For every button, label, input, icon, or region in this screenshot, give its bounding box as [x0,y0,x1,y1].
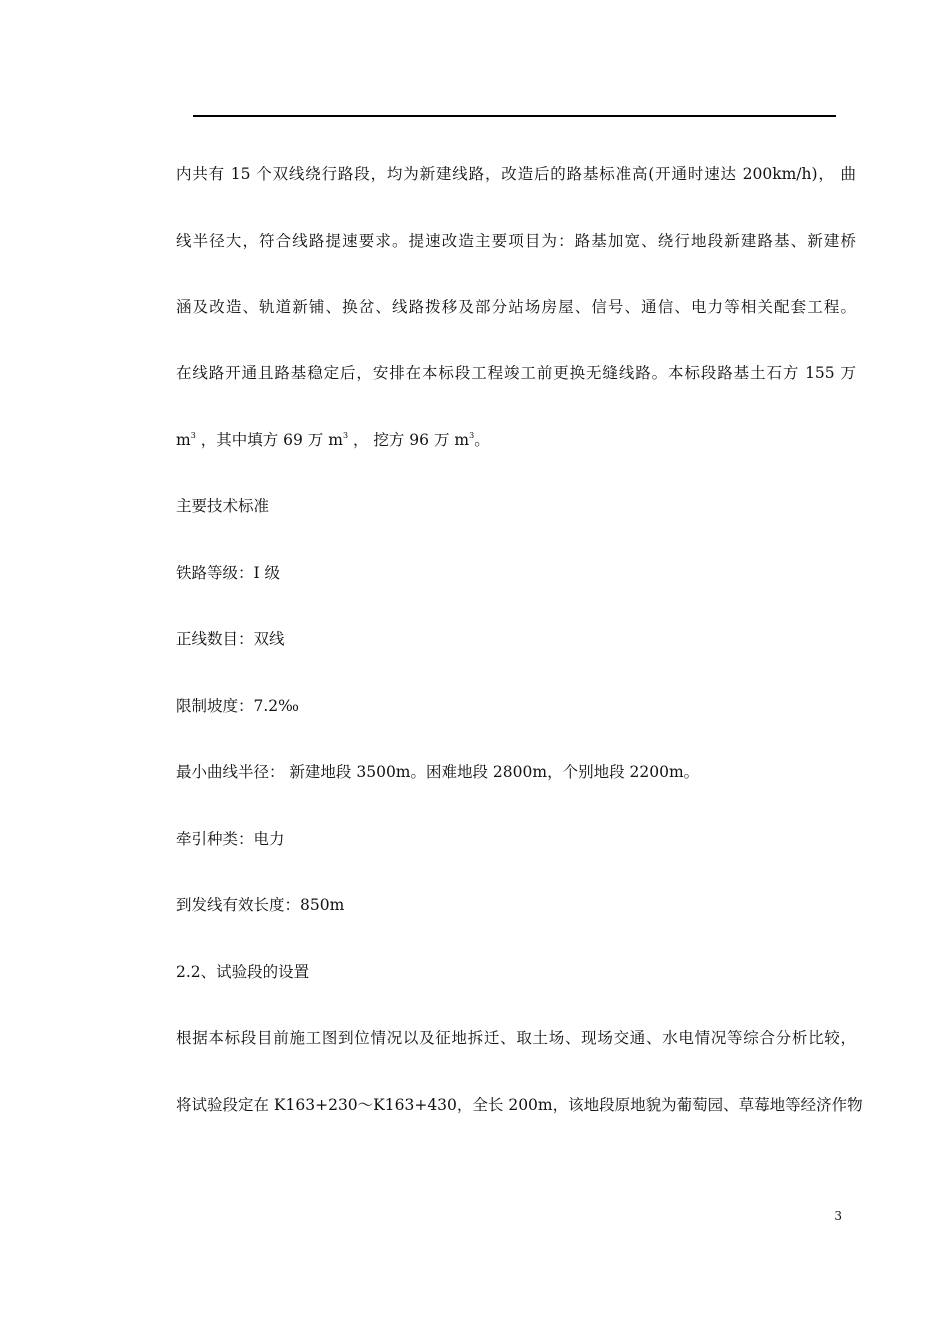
header-rule [193,115,836,117]
superscript-3: 3 [342,431,349,440]
standard-traction-type: 牵引种类：电力 [176,830,285,848]
standard-railway-grade: 铁路等级：I 级 [176,564,281,582]
volume-unit: m [176,431,191,449]
superscript-3: 3 [469,431,475,440]
paragraph-2-line-2: 将试验段定在 K163+230～K163+430，全长 200m，该地段原地貌为葡萄园、草莓地等经济作物 [176,1096,863,1114]
superscript-3: 3 [190,431,196,440]
standard-main-lines: 正线数目：双线 [176,630,285,648]
paragraph-1-line-3: 涵及改造、轨道新铺、换岔、线路拨移及部分站场房屋、信号、通信、电力等相关配套工程。 [176,298,856,316]
paragraph-1-line-2: 线半径大，符合线路提速要求。提速改造主要项目为：路基加宽、绕行地段新建路基、新建桥 [176,232,856,250]
standard-ruling-gradient: 限制坡度：7.2‰ [176,697,299,715]
paragraph-1-line-1: 内共有 15 个双线绕行路段，均为新建线路，改造后的路基标准高(开通时速达 200km/h)， 曲 [176,165,856,183]
subsection-title: 2.2、试验段的设置 [176,963,310,981]
standard-min-curve-radius: 最小曲线半径： 新建地段 3500m。困难地段 2800m，个别地段 2200m。 [176,763,700,781]
paragraph-2-line-1: 根据本标段目前施工图到位情况以及征地拆迁、取土场、现场交通、水电情况等综合分析比较， [176,1029,856,1047]
standard-siding-length: 到发线有效长度：850m [176,896,345,914]
paragraph-1-line-4: 在线路开通且路基稳定后，安排在本标段工程竣工前更换无缝线路。本标段路基土石方 155 万 [176,364,856,382]
cut-volume-text: ， 挖方 96 万 m [348,431,470,449]
fill-volume-text: ，其中填方 69 万 m [195,431,343,449]
paragraph-1-line-5 [176,430,856,450]
page-number: 3 [834,1209,842,1223]
section-title: 主要技术标准 [176,497,270,515]
period-mark: 。 [474,431,490,449]
